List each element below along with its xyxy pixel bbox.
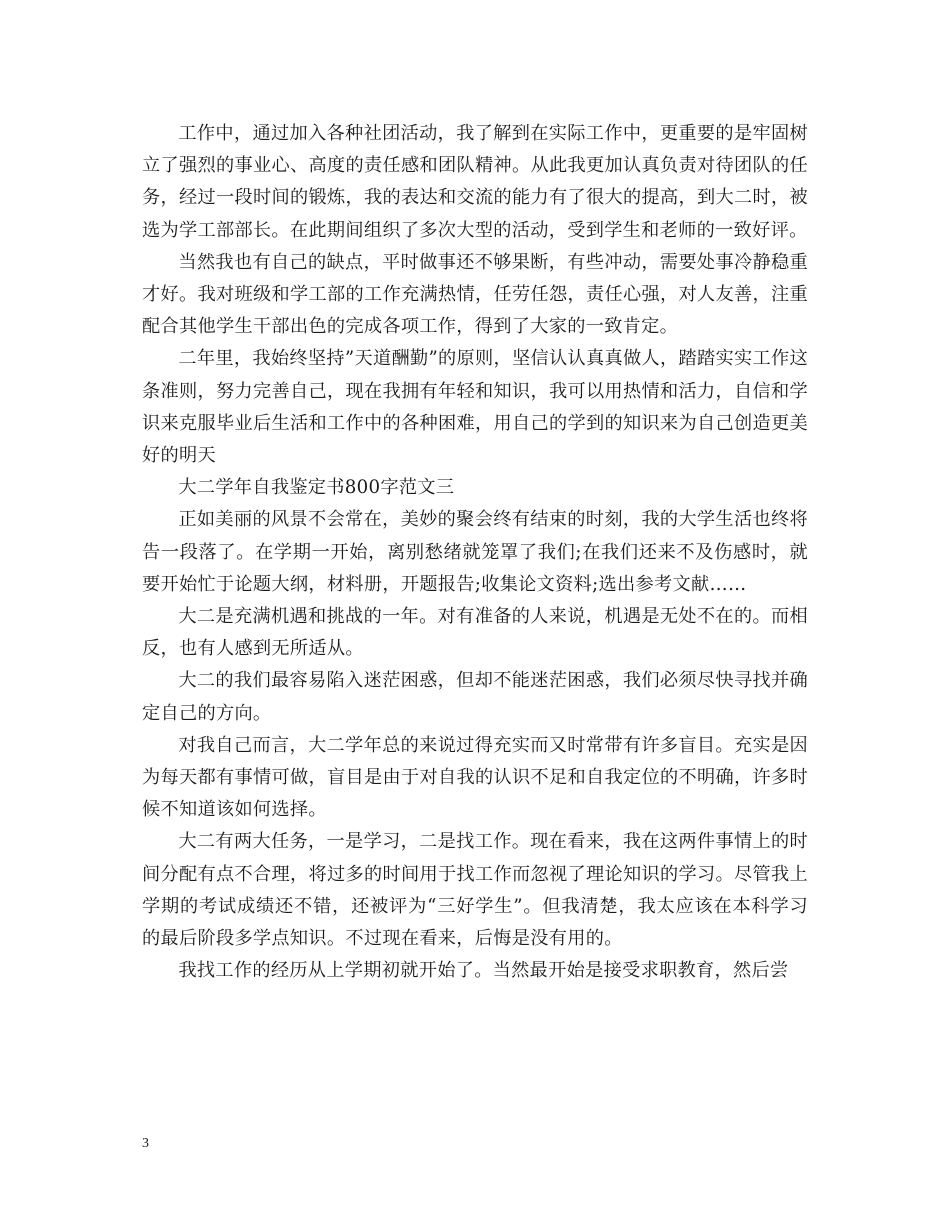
paragraph: 正如美丽的风景不会常在，美妙的聚会终有结束的时刻，我的大学生活也终将告一段落了。在学期一开始，离别愁绪就笼罩了我们;在我们还来不及伤感时，就要开始忙于论题大纲，材料册，开题报告;收集论文资料;选出参考文献……	[142, 509, 808, 595]
paragraph: 大二是充满机遇和挑战的一年。对有准备的人来说，机遇是无处不在的。而相反，也有人感到无所适从。	[142, 606, 808, 660]
paragraph: 我找工作的经历从上学期初就开始了。当然最开始是接受求职教育，然后尝	[178, 960, 789, 982]
paragraph: 对我自己而言，大二学年总的来说过得充实而又时常带有许多盲目。充实是因为每天都有事情可做，盲目是由于对自我的认识不足和自我定位的不明确，许多时候不知道该如何选择。	[142, 734, 808, 821]
document-body	[142, 118, 808, 987]
paragraph: 工作中，通过加入各种社团活动，我了解到在实际工作中，更重要的是牢固树立了强烈的事业心、高度的责任感和团队精神。从此我更加认真负责对待团队的任务，经过一段时间的锻炼，我的表达和交流的能力有了很大的提高，到大二时，被选为学工部部长。在此期间组织了多次大型的活动，受到学生和老师的一致好评。	[142, 123, 808, 241]
paragraph: 当然我也有自己的缺点，平时做事还不够果断，有些冲动，需要处事冷静稳重才好。我对班级和学工部的工作充满热情，任劳任怨，责任心强，对人友善，注重配合其他学生干部出色的完成各项工作，得到了大家的一致肯定。	[142, 251, 808, 338]
paragraph: 大二的我们最容易陷入迷茫困惑，但却不能迷茫困惑，我们必须尽快寻找并确定自己的方向。	[142, 670, 808, 724]
paragraph: 大二有两大任务，一是学习，二是找工作。现在看来，我在这两件事情上的时间分配有点不合理，将过多的时间用于找工作而忽视了理论知识的学习。尽管我上学期的考试成绩还不错，还被评为“三好学生”。但我清楚，我太应该在本科学习的最后阶段多学点知识。不过现在看来，后悔是没有用的。	[142, 831, 808, 950]
paragraph: 二年里，我始终坚持”天道酬勤”的原则，坚信认认真真做人，踏踏实实工作这条准则，努力完善自己，现在我拥有年轻和知识，我可以用热情和活力，自信和学识来克服毕业后生活和工作中的各种困难，用自己的学到的知识来为自己创造更美好的明天	[142, 348, 808, 467]
page-number: 3	[142, 1136, 149, 1151]
section-heading: 大二学年自我鉴定书800字范文三	[178, 477, 455, 499]
